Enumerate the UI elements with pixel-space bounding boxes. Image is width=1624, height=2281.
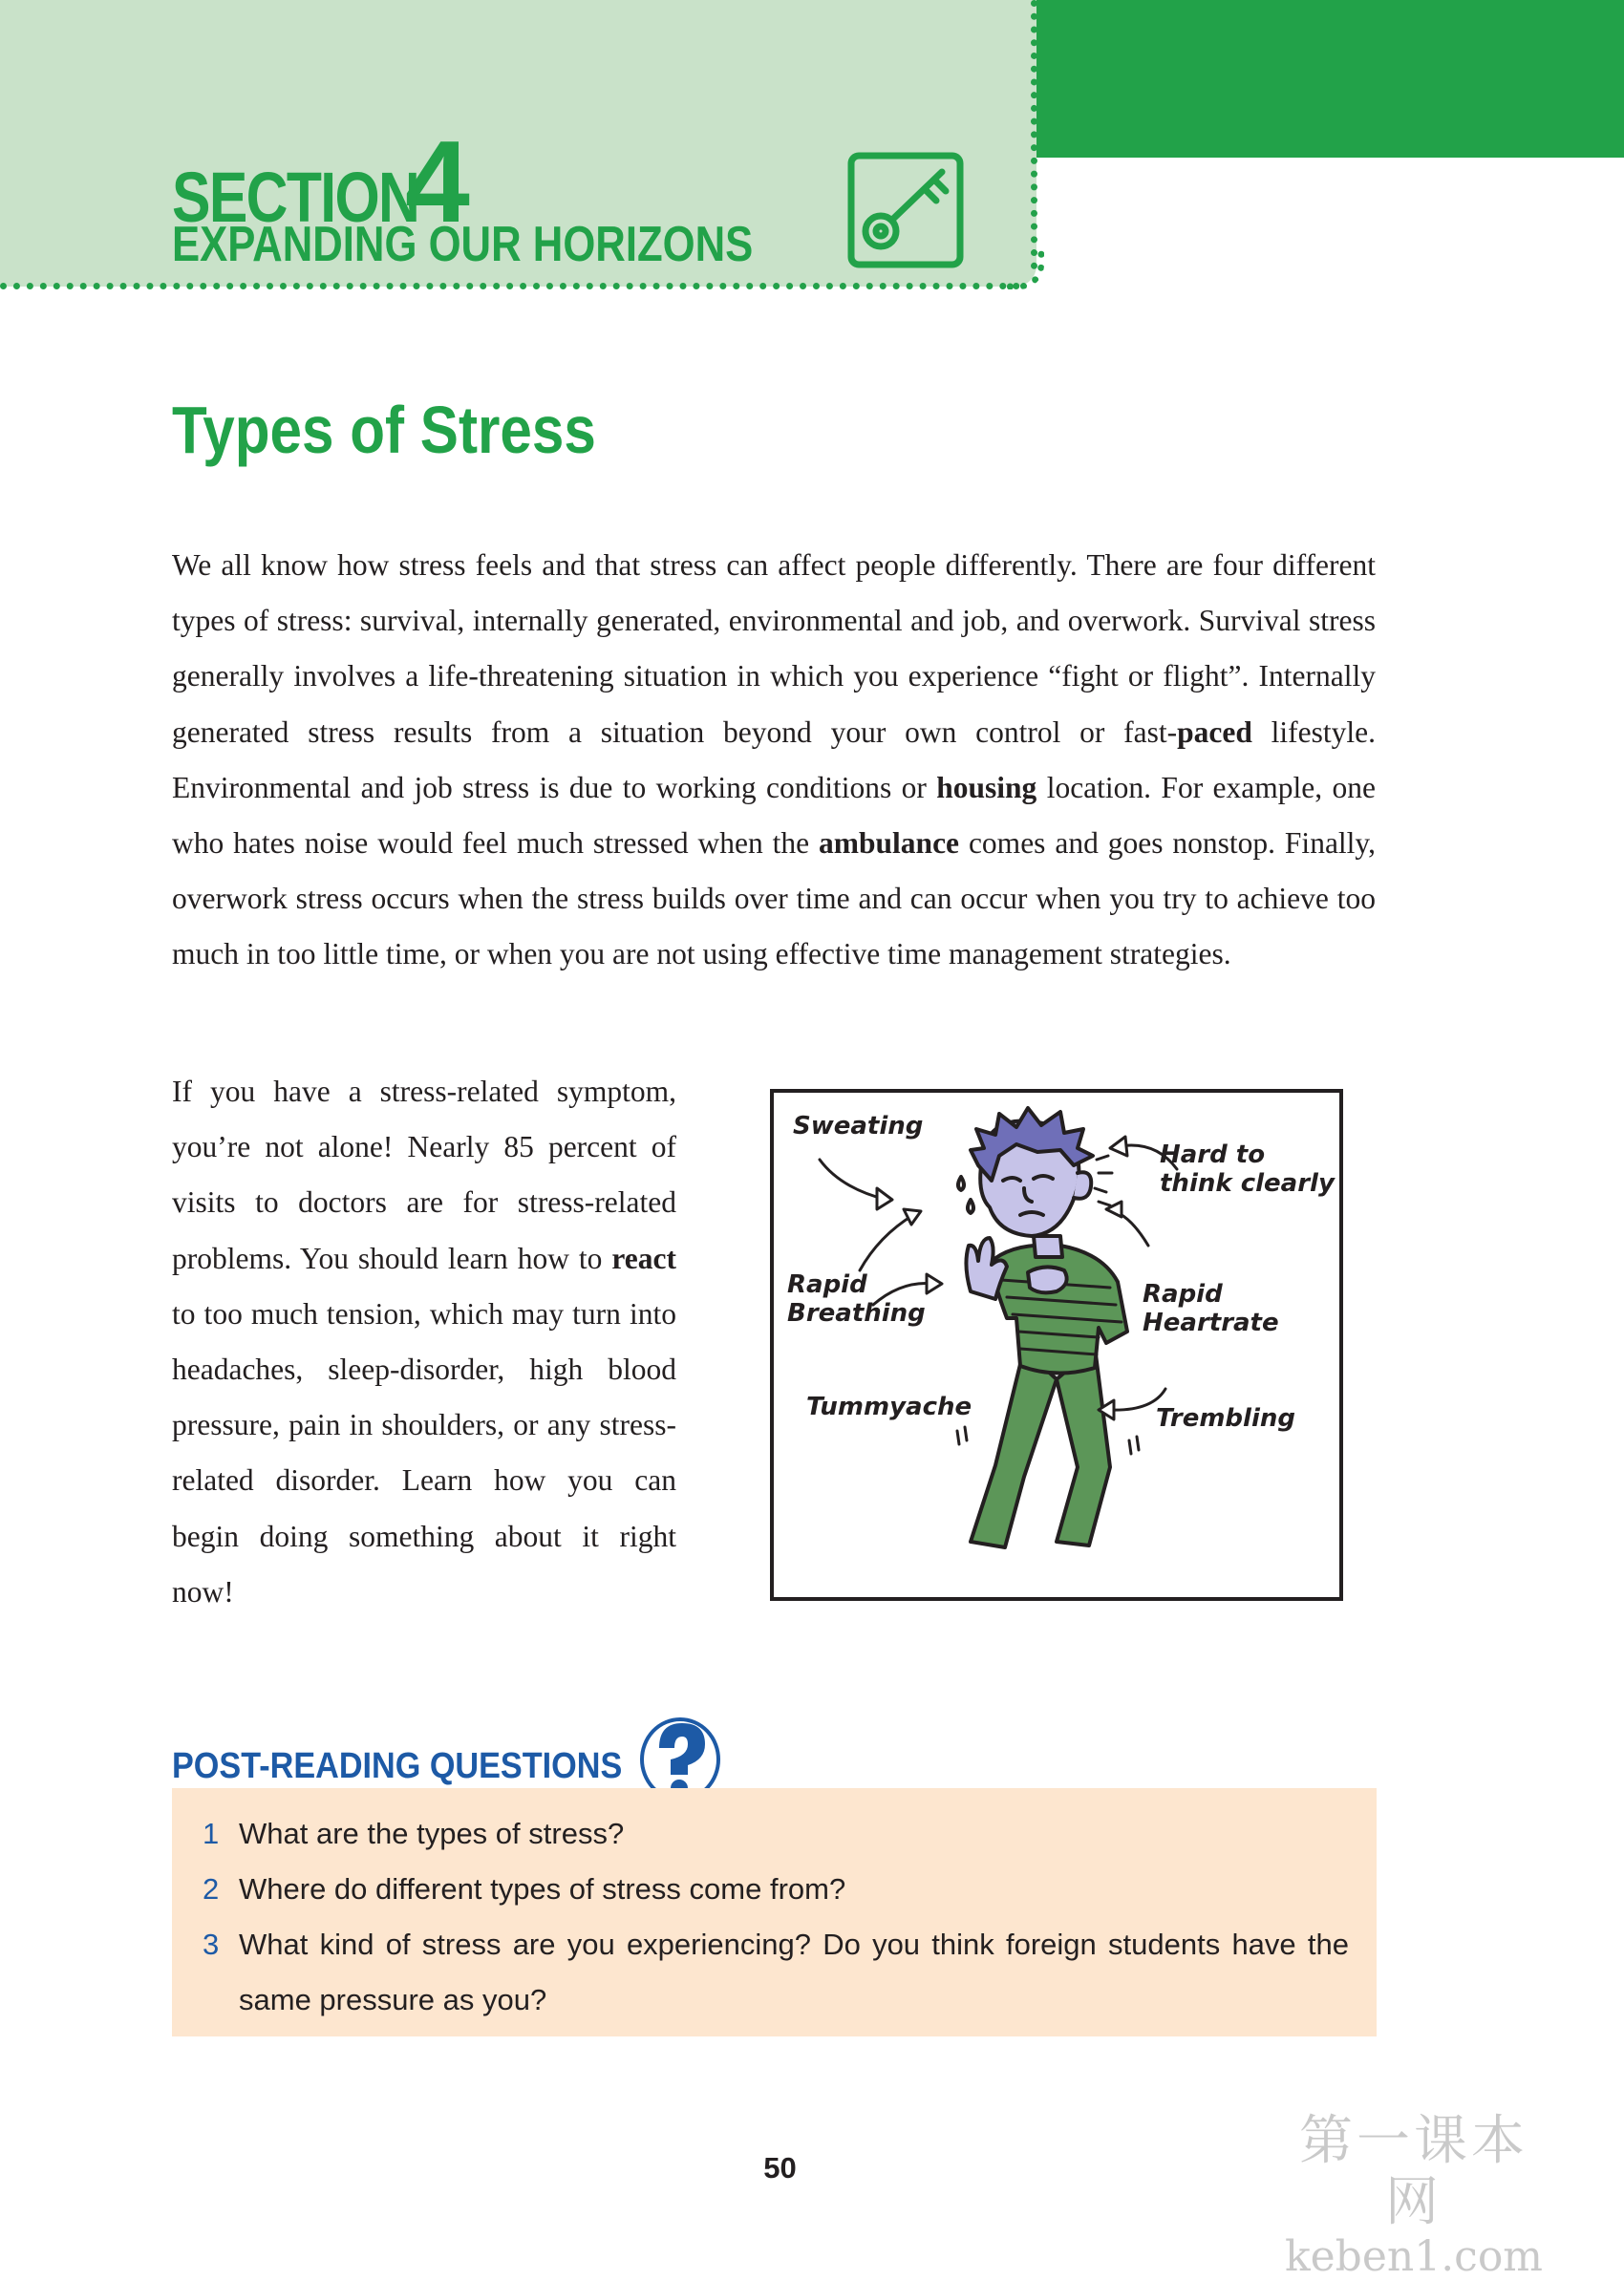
- question-item-2: [203, 1862, 1349, 1917]
- watermark: [1280, 2111, 1548, 2281]
- label-tummyache: Tummyache: [806, 1393, 972, 1421]
- left-leg: [971, 1349, 1057, 1547]
- page-title: Types of Stress: [172, 393, 596, 467]
- text-run: We all know how stress feels and that stress can affect people differently. There are four different types of stress: survival, internally generated, environmental and job, and overwork. Survival stress generally involves a life-threatening situation in which you experience “fight or flight”. Internally generated stress results from a situation beyond your own control or fast-: [172, 548, 1376, 749]
- question-text: Where do different types of stress come from?: [239, 1872, 846, 1906]
- text-run: location. For example, one who hates noise would feel much stressed when the: [172, 770, 1376, 861]
- header-dotted-border: [0, 283, 1020, 289]
- question-text: What kind of stress are you experiencing? Do you think foreign students have the same pressure as you?: [239, 1928, 1349, 2016]
- section-number: 4: [405, 117, 470, 246]
- text-run: comes and goes nonstop. Finally, overwork stress occurs when the stress builds over time and can occur when you try to achieve too much in too little time, or when you are not using effective time management strategies.: [172, 826, 1377, 971]
- section-word: SECTION: [172, 158, 419, 237]
- label-rapid-breathing: Rapid Breathing: [787, 1270, 926, 1328]
- label-rapid-heartrate: Rapid Heartrate: [1143, 1280, 1279, 1337]
- label-trembling: Trembling: [1156, 1404, 1295, 1433]
- body-paragraph-2: [172, 1064, 676, 1620]
- watermark-line-2: keben1.com: [1284, 2232, 1544, 2281]
- header-green-band: [1036, 0, 1624, 158]
- question-text: What are the types of stress?: [239, 1817, 625, 1850]
- bold-vocabulary-word: housing: [936, 770, 1037, 804]
- question-number: 2: [203, 1872, 220, 1906]
- post-reading-heading: POST-READING QUESTIONS: [172, 1746, 623, 1786]
- question-item-3: [203, 1917, 1349, 2028]
- section-title: EXPANDING OUR HORIZONS: [172, 217, 754, 272]
- page-number: 50: [763, 2151, 797, 2185]
- question-number: 3: [203, 1928, 220, 1961]
- chest-hand: [1028, 1267, 1067, 1292]
- striped-shirt: [990, 1245, 1127, 1373]
- watermark-line-1: 第一课本网: [1299, 2110, 1528, 2233]
- header-dotted-corner: [1005, 250, 1044, 289]
- label-sweating: Sweating: [793, 1112, 924, 1140]
- body-paragraph-1: [172, 538, 1376, 983]
- bold-vocabulary-word: react: [611, 1241, 676, 1275]
- bold-vocabulary-word: paced: [1177, 714, 1252, 749]
- right-leg: [1057, 1347, 1110, 1546]
- text-run: lifestyle. Environmental and job stress is due to working conditions or: [172, 714, 1376, 804]
- label-hard-to-think-clearly: Hard to think clearly: [1160, 1140, 1335, 1198]
- stress-symptoms-illustration: [770, 1089, 1343, 1601]
- text-run: If you have a stress-related symptom, you’re not alone! Nearly 85 percent of visits to doctors are for stress-related problems. You should learn how to: [172, 1075, 676, 1275]
- bold-vocabulary-word: ambulance: [819, 826, 960, 861]
- question-number: 1: [203, 1817, 220, 1850]
- question-item-1: [203, 1806, 1349, 1862]
- text-run: to too much tension, which may turn into headaches, sleep-disorder, high blood pressure, pain in shoulders, or any stress-related disorder. Learn how you can begin doing something about it right now!: [172, 1296, 676, 1609]
- key-icon: [846, 151, 965, 269]
